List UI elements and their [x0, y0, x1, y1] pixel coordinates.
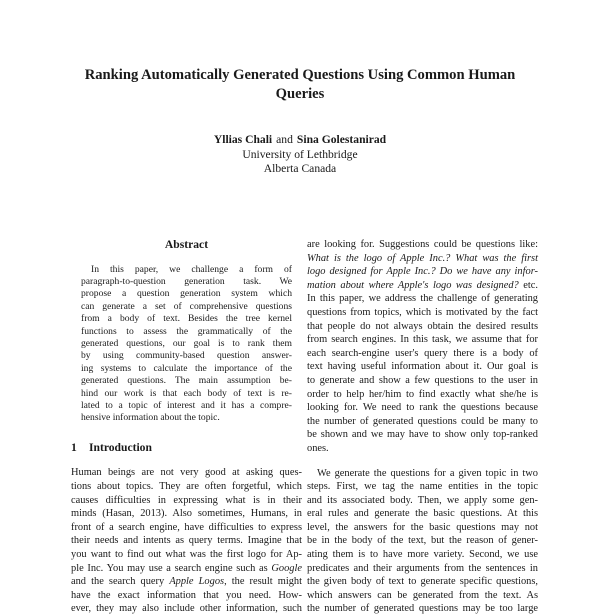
- intro-line: tions about topics. They are often forgetful, which: [71, 481, 302, 493]
- body-line: predicates and their arguments from the sentences in: [307, 562, 538, 574]
- google-term: Google: [271, 562, 302, 574]
- author-block: [100, 133, 500, 177]
- abstract-line: by using community-based question answer-: [81, 350, 292, 362]
- intro-line: [71, 562, 302, 576]
- intro-line-text: , the result might: [224, 576, 302, 588]
- author-names: [100, 133, 500, 148]
- intro-line-text: and the search query: [71, 576, 170, 588]
- abstract-line: hensive information about the topic.: [81, 412, 220, 424]
- intro-line: their needs and intents as query terms. Imagine that: [71, 535, 302, 547]
- example-question-line: What is the logo of Apple Inc.? What was the first: [307, 252, 538, 264]
- body-line: and its associated body. Then, we apply some gen-: [307, 494, 538, 506]
- author-2: Sina Golestanirad: [296, 133, 387, 146]
- intro-line: [71, 575, 302, 589]
- body-line: each search-engine user's query there is a body of: [307, 347, 538, 359]
- abstract-line: lated to a topic of interest and it has a compre-: [81, 400, 292, 412]
- abstract-line: In this paper, we challenge a form of: [91, 263, 292, 275]
- intro-line-text: ple Inc. You may use a search engine such as: [71, 562, 272, 574]
- body-line: steps. First, we tag the name entities in the topic: [307, 481, 538, 493]
- abstract-line: generated questions, our goal is to rank them: [81, 338, 292, 350]
- body-line: from search engines. In this task, we assume that for: [307, 334, 538, 346]
- body-line: the number of generated questions could be many to: [307, 415, 538, 427]
- apple-logos-query: Apple Logos: [169, 576, 225, 588]
- body-line: text having useful information about it. Our goal is: [307, 361, 538, 373]
- paragraph-gap: [307, 456, 538, 467]
- intro-line: ever, they may also include other information, such: [71, 603, 302, 615]
- abstract-line: generated questions. The main assumption be-: [81, 375, 292, 387]
- abstract-heading: Abstract: [164, 238, 209, 251]
- intro-line: minds (Hasan, 2013). Also sometimes, Humans, in: [71, 508, 302, 520]
- abstract-line: can generate a set of comprehensive questions: [81, 300, 292, 312]
- body-line: to generate and show a few questions to the user in: [307, 374, 538, 386]
- intro-line: front of a search engine, have difficulties to express: [71, 521, 302, 533]
- section-number: 1: [71, 440, 77, 454]
- paper-title: [60, 66, 540, 104]
- body-line: the number of generated questions may be too large: [307, 603, 538, 615]
- body-line: [307, 279, 538, 293]
- body-line: be shown and we may have to show only top-ranked: [307, 429, 538, 441]
- abstract-line: functions to assess the grammatically of the: [81, 325, 292, 337]
- body-line: In this paper, we address the challenge of generating: [307, 293, 538, 305]
- body-line: order to help her/him to find exactly what she/he is: [307, 388, 538, 400]
- introduction-body: [71, 466, 302, 616]
- location: Alberta Canada: [263, 162, 337, 175]
- abstract-line: propose a question generation system which: [81, 288, 292, 300]
- example-question-line: mation about where Apple's logo was designed?: [307, 279, 519, 291]
- body-line: looking for. We need to rank the questions because: [307, 402, 538, 414]
- body-line: questions from topics, which is motivated by the fact: [307, 306, 538, 318]
- abstract-line: from a body of text. Besides the tree kernel: [81, 313, 292, 325]
- left-column: [71, 238, 302, 616]
- title-line-1: Ranking Automatically Generated Questions Using Common Human: [84, 67, 516, 83]
- example-question-line: logo designed for Apple Inc.? Do we have any infor-: [307, 266, 538, 278]
- affiliation: University of Lethbridge: [242, 147, 358, 161]
- body-line: be in the body of the text, but the reason of gener-: [307, 535, 538, 547]
- body-line: ating them is to have more variety. Second, we use: [307, 549, 538, 561]
- section-heading-introduction: [71, 441, 302, 455]
- intro-line: have the exact information that you need. How-: [71, 589, 302, 601]
- abstract-line: ing systems to calculate the importance of the: [81, 362, 292, 374]
- etc-text: etc.: [518, 279, 538, 291]
- title-line-2: Queries: [275, 86, 325, 102]
- section-title: Introduction: [89, 440, 152, 454]
- intro-line: you want to find out what was the first logo for Ap-: [71, 549, 302, 561]
- abstract-body: [81, 264, 292, 425]
- right-column: [307, 238, 538, 616]
- body-line: We generate the questions for a given topic in two: [317, 467, 538, 479]
- body-line: ones.: [307, 442, 329, 454]
- body-line: which answers can be generated from the text. As: [307, 589, 538, 601]
- body-line: are looking for. Suggestions could be questions like:: [307, 239, 538, 250]
- abstract-line: paragraph-to-question generation task. We: [81, 276, 292, 287]
- body-line: the given body of text to generate specific questions,: [307, 576, 538, 588]
- body-line: that people do not always obtain the desired results: [307, 320, 538, 332]
- intro-line: causes difficulties in expressing what is in their: [71, 494, 302, 506]
- abstract-line: hind our work is that each body of text is re-: [81, 387, 292, 399]
- body-line: eral rules and generate the basic questions. At this: [307, 508, 538, 520]
- author-1: Yllias Chali: [213, 133, 273, 146]
- author-conjunction: and: [276, 133, 293, 146]
- body-line: level, the answers for the basic questions may not: [307, 521, 538, 533]
- intro-line: Human beings are not very good at asking ques-: [71, 467, 302, 479]
